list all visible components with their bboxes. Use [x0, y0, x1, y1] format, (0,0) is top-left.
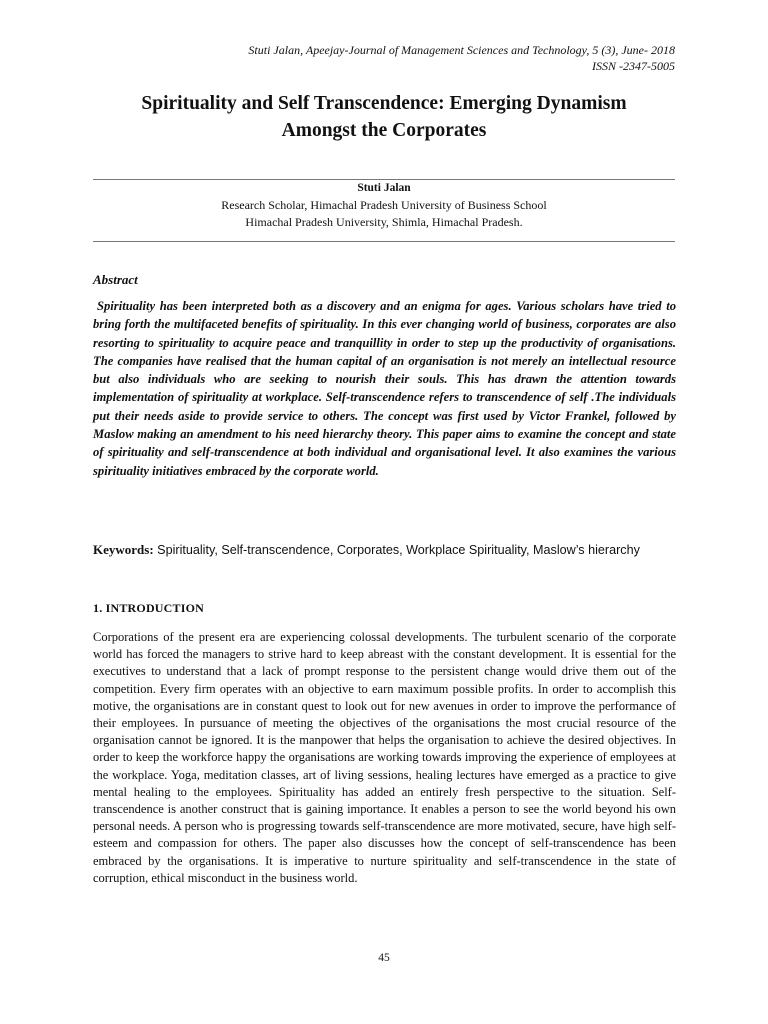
title-line-1: Spirituality and Self Transcendence: Emerging Dynamism: [141, 93, 627, 114]
abstract-text: Spirituality has been interpreted both as a discovery and an enigma for ages. Various scholars have tried to bring forth the multifaceted benefits of spirituality. In this ever changing world of business, corporates are also resorting to spirituality to acquire peace and tranquillity in order to step up the productivity of organisations. The companies have realised that the human capital of an organisation is not merely an intellectual resource but also individuals who are seeking to nourish their souls. This has drawn the attention towards implementation of spirituality at workplace. Self-transcendence refers to transcendence of self .The individuals put their needs aside to provide service to others. The concept was first used by Victor Frankel, followed by Maslow making an amendment to his need hierarchy theory. This paper aims to examine the concept and state of spirituality and self-transcendence at both individual and organisational level. It also examines the various spirituality initiatives embraced by the corporate world.: [93, 299, 676, 478]
title-line-2: Amongst the Corporates: [281, 120, 487, 141]
author-block: [93, 180, 675, 231]
author-name: Stuti Jalan: [357, 182, 411, 194]
page-number: 45: [378, 952, 390, 964]
keywords-line: [93, 541, 693, 559]
paper-title: [80, 90, 688, 144]
introduction-text: Corporations of the present era are experiencing colossal developments. The turbulent scenario of the corporate world has forced the managers to strive hard to keep abreast with the constant development. It is essential for the executives to understand that a lack of prompt response to the persistent change would drive them out of the competition. Every firm operates with an objective to earn maximum possible profits. In order to accomplish this motive, the organisations are in constant quest to look out for new avenues in order to improve the performance of their employees. In pursuance of meeting the objectives of the organisations the most crucial resource of the organisation cannot be ignored. It is the manpower that helps the organisation to achieve the desired objectives. In order to keep the workforce happy the organisations are working towards improving the experience of employees at the workplace. Yoga, meditation classes, art of living sessions, healing lectures have emerged as a practice to give mental healing to the employees. Spirituality has added an entirely fresh perspective to the situation. Self-transcendence is another construct that is gaining importance. It enables a person to see the world beyond his own personal needs. A person who is progressing towards self-transcendence are more motivated, secure, have high self-esteem and compassion for others. The paper also discusses how the concept of self-transcendence has been embraced by the organisations. It is imperative to nurture spirituality and self-transcendence in the state of corruption, ethical misconduct in the business world.: [93, 630, 676, 885]
running-head: [248, 42, 675, 74]
author-bottom-rule: [93, 241, 675, 242]
keywords-label: Keywords:: [93, 542, 154, 557]
abstract-heading: Abstract: [93, 272, 138, 287]
keywords-text: Spirituality, Self-transcendence, Corporates, Workplace Spirituality, Maslow’s hierarchy: [157, 543, 640, 557]
issn-line: ISSN -2347-5005: [592, 59, 675, 73]
author-affiliation-2: Himachal Pradesh University, Shimla, Himachal Pradesh.: [245, 215, 523, 229]
introduction-heading: 1. INTRODUCTION: [93, 601, 205, 615]
citation-line: Stuti Jalan, Apeejay-Journal of Management Sciences and Technology, 5 (3), June- 2018: [248, 43, 675, 57]
author-affiliation-1: Research Scholar, Himachal Pradesh University of Business School: [221, 198, 547, 212]
